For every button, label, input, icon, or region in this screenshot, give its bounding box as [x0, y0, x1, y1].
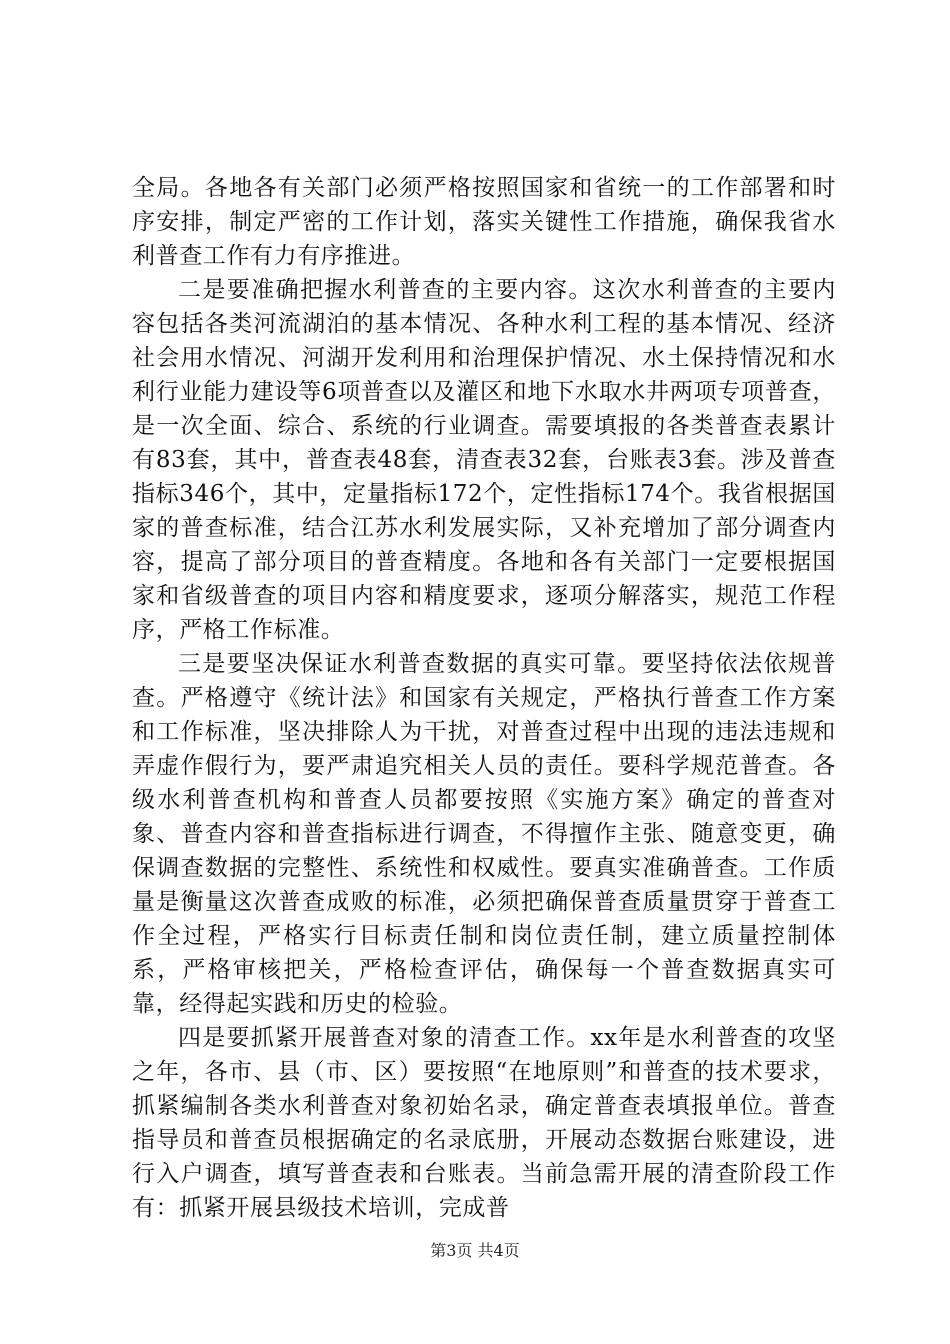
paragraph-census-inventory: 四是要抓紧开展普查对象的清查工作。xx年是水利普查的攻坚之年，各市、县（市、区）要按照“在地原则”和普查的技术要求，抓紧编制各类水利普查对象初始名录，确定普查表填报单位。普查指导员和普查员根据确定的名录底册，开展动态数据台账建设，进行入户调查，填写普查表和台账表。当前急需开展的清查阶段工作有：抓紧开展县级技术培训，完成普 — [132, 1025, 836, 1221]
document-body — [132, 171, 836, 1225]
page-number-footer: 第3页 共4页 — [430, 1241, 520, 1260]
paragraph-main-content: 二是要准确把握水利普查的主要内容。这次水利普查的主要内容包括各类河流湖泊的基本情况、各种水利工程的基本情况、经济社会用水情况、河湖开发利用和治理保护情况、水土保持情况和水利行业能力建设等6项普查以及灌区和地下水取水井两项专项普查，是一次全面、综合、系统的行业调查。需要填报的各类普查表累计有83套，其中，普查表48套，清查表32套，台账表3套。涉及普查指标346个，其中，定量指标172个，定性指标174个。我省根据国家的普查标准，结合江苏水利发展实际，又补充增加了部分调查内容，提高了部分项目的普查精度。各地和各有关部门一定要根据国家和省级普查的项目内容和精度要求，逐项分解落实，规范工作程序，严格工作标准。 — [132, 277, 836, 643]
paragraph-continuation: 全局。各地各有关部门必须严格按照国家和省统一的工作部署和时序安排，制定严密的工作计划，落实关键性工作措施，确保我省水利普查工作有力有序推进。 — [132, 175, 836, 269]
paragraph-data-reliability: 三是要坚决保证水利普查数据的真实可靠。要坚持依法依规普查。严格遵守《统计法》和国家有关规定，严格执行普查工作方案和工作标准，坚决排除人为干扰，对普查过程中出现的违法违规和弄虚作假行为，要严肃追究相关人员的责任。要科学规范普查。各级水利普查机构和普查人员都要按照《实施方案》确定的普查对象、普查内容和普查指标进行调查，不得擅作主张、随意变更，确保调查数据的完整性、系统性和权威性。要真实准确普查。工作质量是衡量这次普查成败的标准，必须把确保普查质量贯穿于普查工作全过程，严格实行目标责任制和岗位责任制，建立质量控制体系，严格审核把关，严格检查评估，确保每一个普查数据真实可靠，经得起实践和历史的检验。 — [132, 651, 836, 1017]
